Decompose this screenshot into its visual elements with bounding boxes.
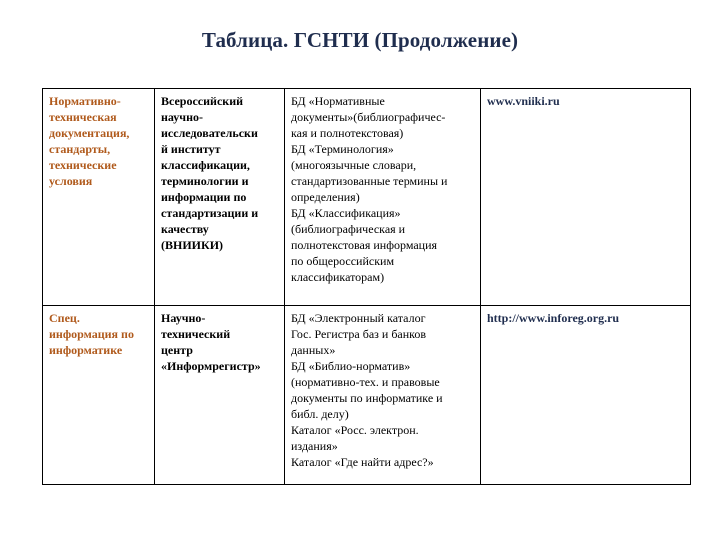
table-row [43, 89, 691, 306]
organization-cell: Всероссийский научно- исследовательски й институт классификации, терминологии и информации по стандартизации и качеству (ВНИИКИ) [155, 89, 285, 306]
page-title: Таблица. ГСНТИ (Продолжение) [201, 28, 519, 52]
category-cell: Нормативно- техническая документация, стандарты, технические условия [43, 89, 155, 306]
url-cell[interactable]: http://www.inforeg.org.ru [481, 306, 691, 485]
databases-cell: БД «Нормативные документы»(библиографичес- кая и полнотекстовая) БД «Терминология» (многоязычные словари, стандартизованные термины и определения) БД «Классификация» (библиографическая и полнотекстовая информация по общероссийским классификаторам) [285, 89, 481, 306]
table-row [43, 306, 691, 485]
databases-cell: БД «Электронный каталог Гос. Регистра баз и банков данных» БД «Библио-норматив» (нормативно-тех. и правовые документы по информатике и библ. делу) Каталог «Росс. электрон. издания» Каталог «Где найти адрес?» [285, 306, 481, 485]
url-cell[interactable]: www.vniiki.ru [481, 89, 691, 306]
organization-cell: Научно- технический центр «Информрегистр» [155, 306, 285, 485]
gsnti-table [42, 88, 691, 485]
category-cell: Спец. информация по информатике [43, 306, 155, 485]
